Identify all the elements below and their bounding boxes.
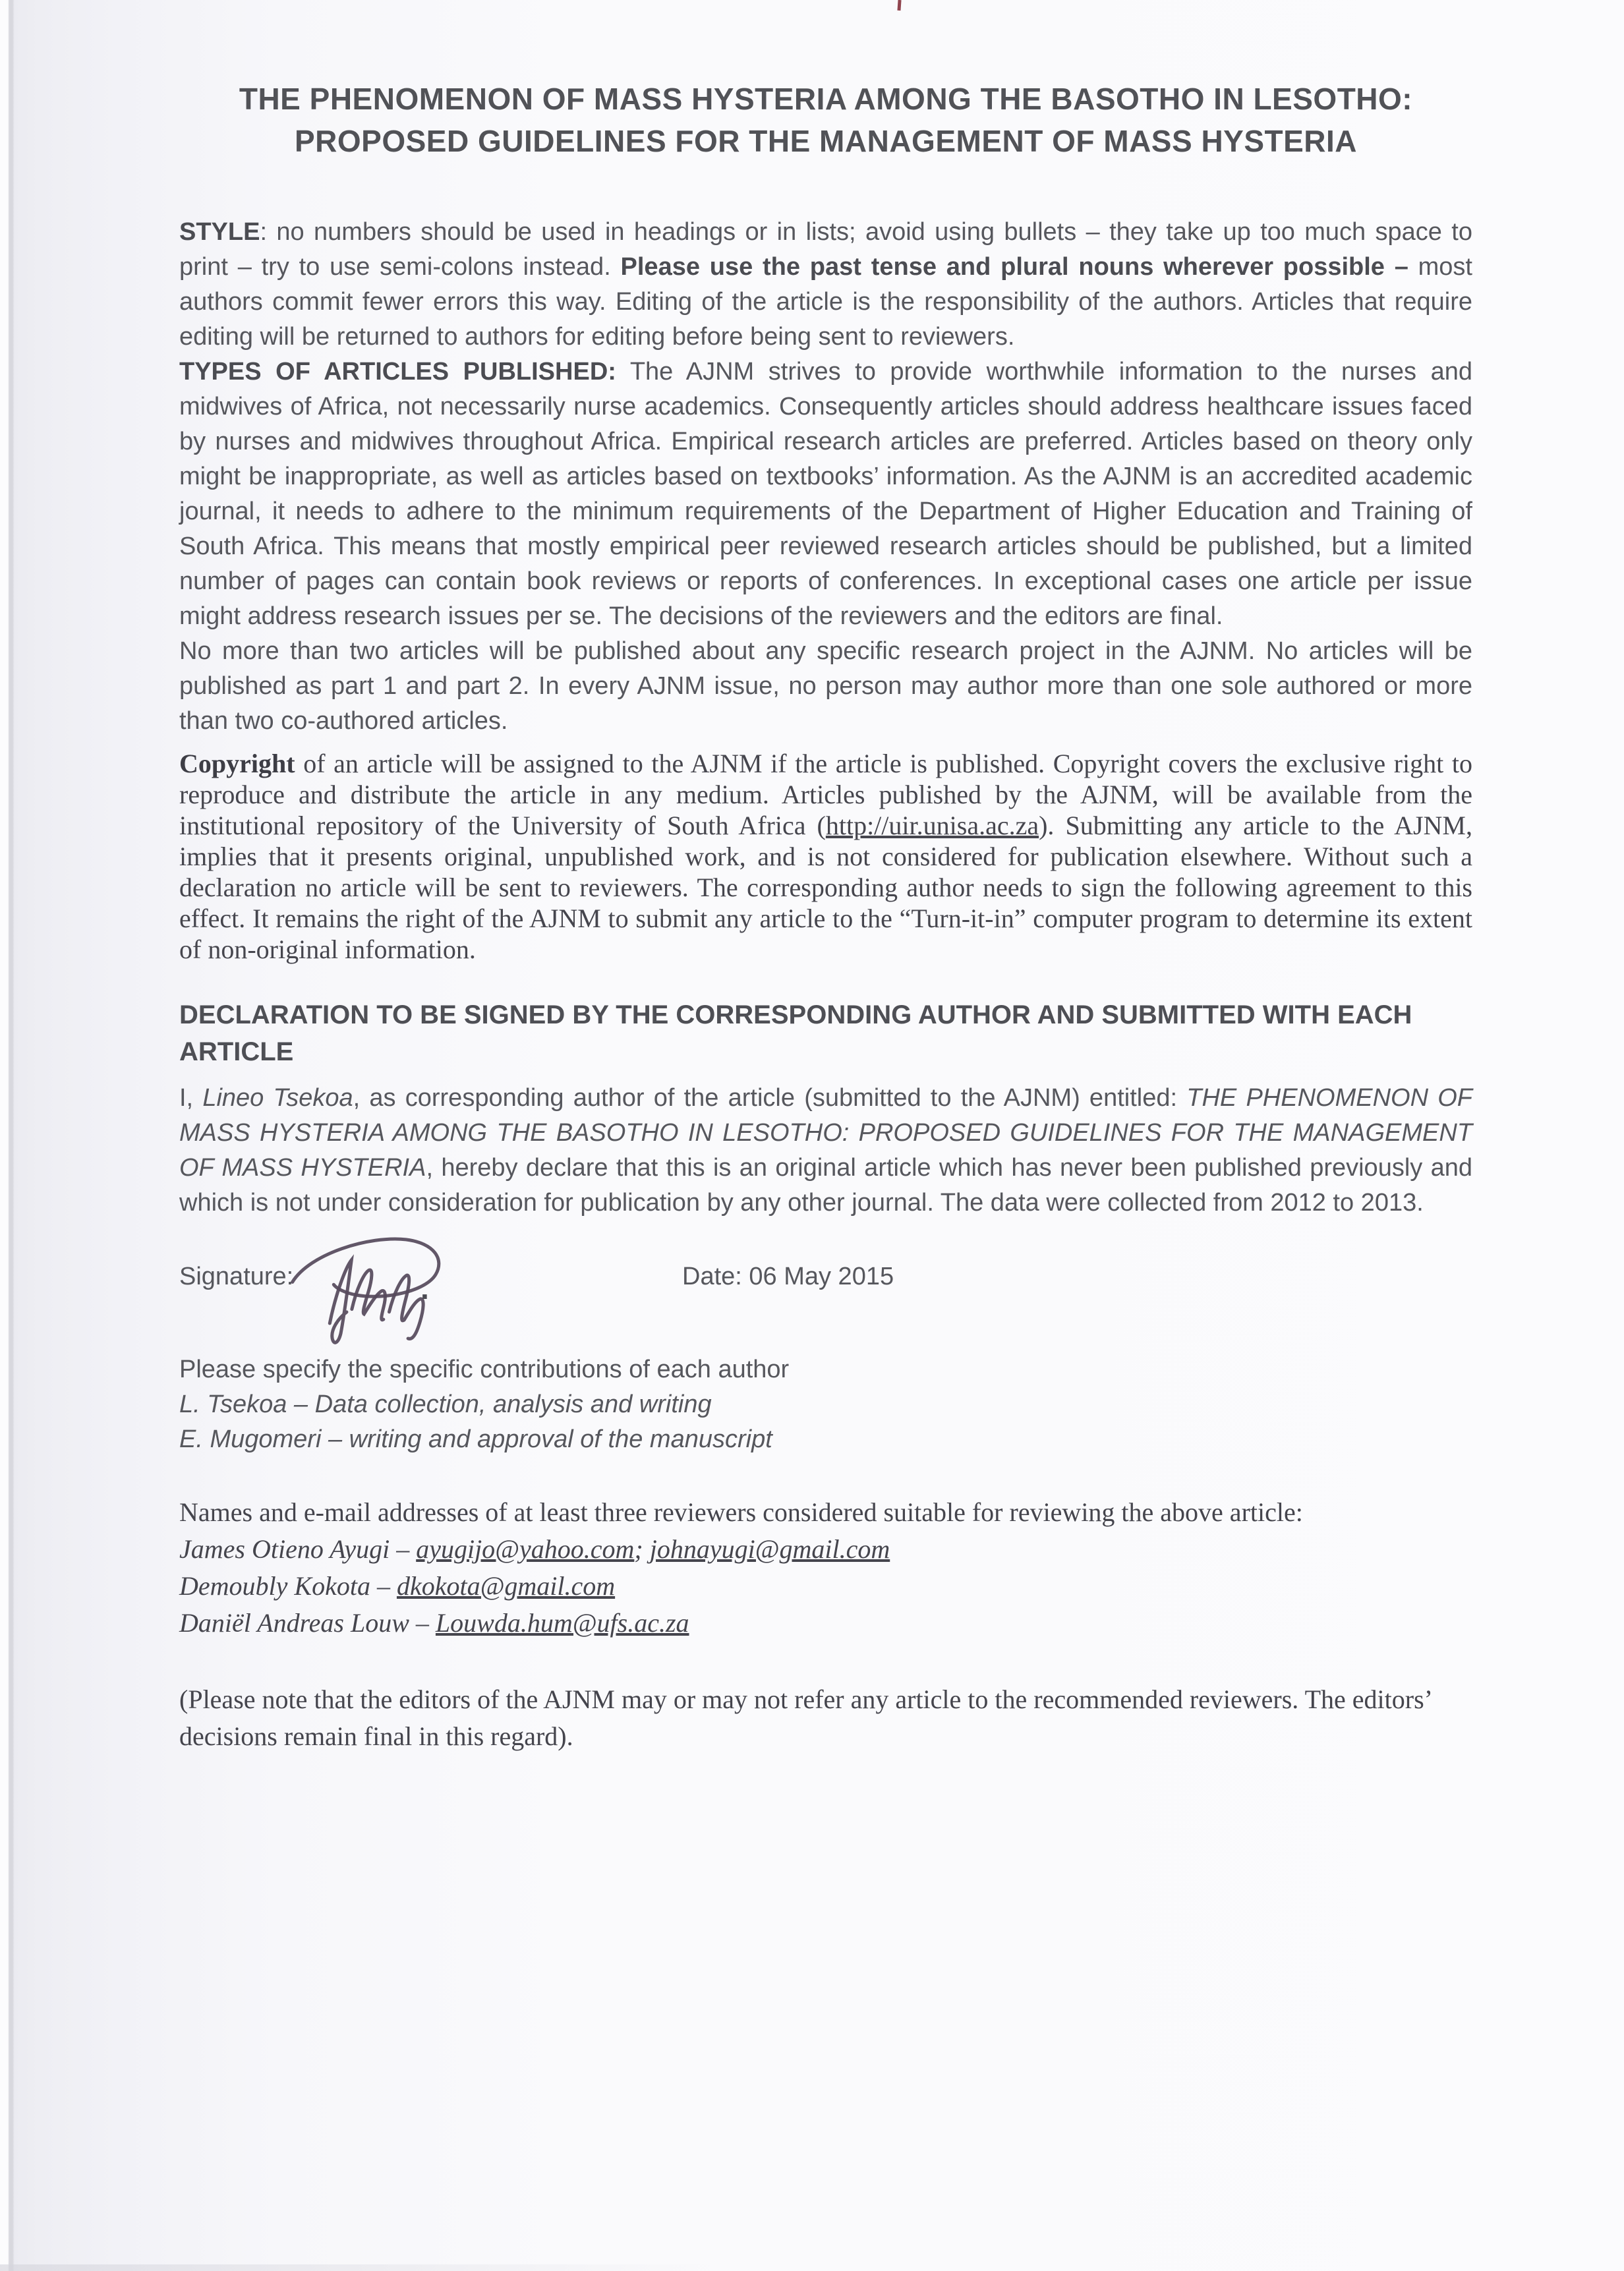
reviewer-email-ayugi-yahoo-link: ayugijo@yahoo.com (416, 1534, 635, 1564)
contribution-item-mugomeri: E. Mugomeri – writing and approval of the manuscript (179, 1425, 772, 1453)
scan-edge-shadow (0, 2264, 725, 2271)
style-lead: STYLE (179, 218, 260, 246)
style-text-2: most authors commit fewer errors this way. Editing of the article is the responsibility of the authors. Articles that require editing will be returned to authors for editing before being sent to reviewers. (179, 253, 1472, 351)
signature-stroke-1 (328, 1260, 355, 1342)
declaration-text-3: , hereby declare that this is an original article which has never been published previously and which is not under consideration for publication by any other journal. The data were collected from 2012 to 2013. (179, 1154, 1472, 1217)
copyright-lead: Copyright (179, 749, 295, 778)
document-title-line2: PROPOSED GUIDELINES FOR THE MANAGEMENT OF MASS HYSTERIA (294, 124, 1358, 158)
reviewer-email-separator: ; (634, 1534, 650, 1564)
style-bold-note: Please use the past tense and plural nouns wherever possible – (620, 253, 1418, 281)
reviewer-email-ayugi-gmail-link: johnayugi@gmail.com (649, 1534, 890, 1564)
signature-label: Signature: (179, 1263, 294, 1290)
reviewer-item-ayugi (179, 1531, 1472, 1568)
reviewer-name-kokota: Demoubly Kokota – (179, 1571, 397, 1601)
document-title-line1: THE PHENOMENON OF MASS HYSTERIA AMONG THE BASOTHO IN LESOTHO: (239, 82, 1413, 116)
article-limit-paragraph (179, 634, 1472, 739)
style-text-1: : no numbers should be used in headings or in lists; avoid using bullets – they take up too much space to print – try to use semi-colons instead. (179, 218, 1472, 281)
closing-note: (Please note that the editors of the AJNM may or may not refer any article to the recommended reviewers. The editors’ decisions remain final in this regard). (179, 1684, 1431, 1751)
declaration-paragraph (179, 1081, 1472, 1221)
style-paragraph (179, 215, 1472, 355)
types-text: The AJNM strives to provide worthwhile information to the nurses and midwives of Africa, not necessarily nurse academics. Consequently articles should address healthcare issues faced by nurses and midwives throughout Africa. Empirical research articles are preferred. Articles based on theory only might be inappropriate, as well as articles based on textbooks’ information. As the AJNM is an accredited academic journal, it needs to adhere to the minimum requirements of the Department of Higher Education and Training of South Africa. This means that mostly empirical peer reviewed research articles should be published, but a limited number of pages can contain book reviews or reports of conferences. In exceptional cases one article per issue might address research issues per se. The decisions of the reviewers and the editors are final. (179, 358, 1472, 630)
signature-row (179, 1236, 1472, 1352)
declaration-text-2: , as corresponding author of the article (submitted to the AJNM) entitled: (353, 1084, 1187, 1112)
document-title (179, 78, 1472, 162)
contributions-block (179, 1352, 1472, 1457)
reviewer-name-louw: Daniël Andreas Louw – (179, 1608, 436, 1638)
contribution-item-tsekoa: L. Tsekoa – Data collection, analysis and writing (179, 1391, 712, 1418)
types-lead: TYPES OF ARTICLES PUBLISHED: (179, 358, 616, 386)
signature-period: . (420, 1271, 429, 1306)
declared-article-title: THE PHENOMENON OF MASS HYSTERIA AMONG THE BASOTHO IN LESOTHO: PROPOSED GUIDELINES FOR THE MANAGEMENT OF MASS HYSTERIA (179, 1084, 1472, 1182)
copyright-paragraph (179, 748, 1472, 965)
reviewer-email-kokota-link: dkokota@gmail.com (396, 1571, 616, 1601)
article-limit-text: No more than two articles will be published about any specific research project in the AJNM. No articles will be published as part 1 and part 2. In every AJNM issue, no person may author more than one sole authored or more than two co-authored articles. (179, 637, 1472, 735)
declaration-heading: DECLARATION TO BE SIGNED BY THE CORRESPONDING AUTHOR AND SUBMITTED WITH EACH ARTICLE (179, 1000, 1412, 1066)
contributions-intro: Please specify the specific contributions of each author (179, 1356, 790, 1383)
date-field: Date: 06 May 2015 (682, 1263, 894, 1290)
reviewers-block (179, 1494, 1472, 1642)
reviewers-intro: Names and e-mail addresses of at least three reviewers considered suitable for reviewing the above article: (179, 1497, 1303, 1527)
signature-stroke-3 (388, 1275, 424, 1339)
types-paragraph (179, 355, 1472, 634)
reviewer-name-ayugi: James Otieno Ayugi – (179, 1534, 417, 1564)
reviewer-item-louw (179, 1605, 1472, 1642)
signature-oval-stroke (291, 1238, 440, 1300)
copyright-text-2: ). Submitting any article to the AJNM, implies that it presents original, unpublished work, and is not considered for publication elsewhere. Without such a declaration no article will be sent to reviewers. The corresponding author needs to sign the following agreement to this effect. It remains the right of the AJNM to submit any article to the “Turn-it-in” computer program to determine its extent of non-original information. (179, 811, 1472, 964)
corresponding-author-name: Lineo Tsekoa (202, 1084, 353, 1112)
reviewer-item-kokota (179, 1568, 1472, 1605)
reviewer-email-louw-link: Louwda.hum@ufs.ac.za (435, 1608, 689, 1638)
repository-url-link: http://uir.unisa.ac.za (825, 811, 1039, 840)
copyright-text-1: of an article will be assigned to the AJNM if the article is published. Copyright covers the exclusive right to reproduce and distribute the article in any medium. Articles published by the AJNM, will be available from the institutional repository of the University of South Africa ( (179, 749, 1472, 840)
document-body (179, 0, 1472, 1781)
declaration-text-1: I, (179, 1084, 203, 1112)
